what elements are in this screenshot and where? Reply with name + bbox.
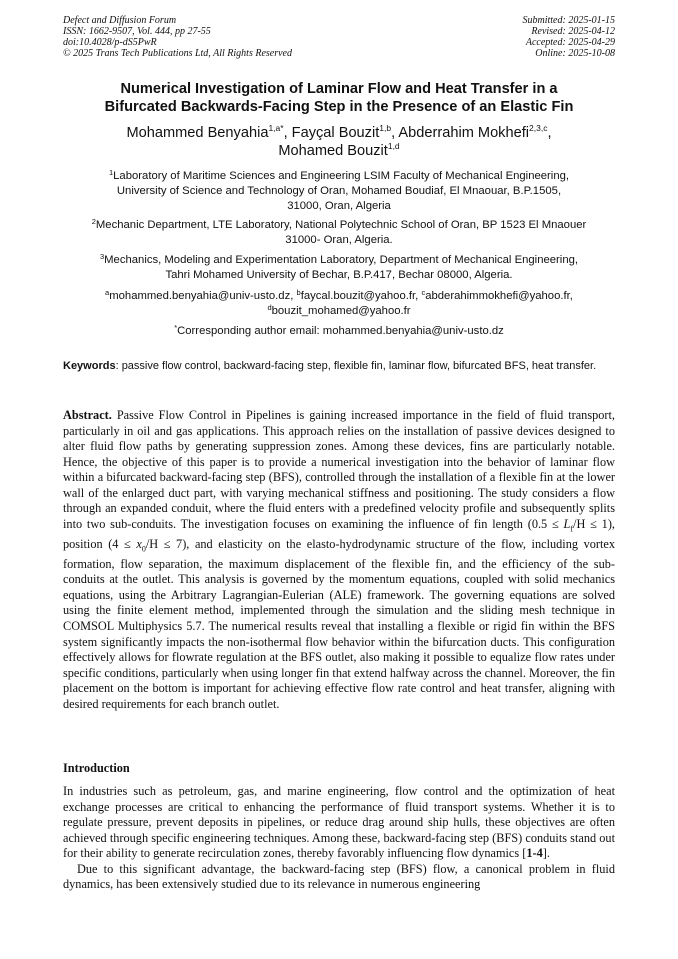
paper-title: [63, 80, 615, 116]
author-superscript: 1,a*: [268, 123, 284, 133]
author-emails: $^a$mohammed.benyahia@univ-usto.dz, $^b$faycal.bouzit@yahoo.fr, $^c$abderahimmokhefi@yahoo.fr, $^d$bouzit_mohamed@yahoo.fr: [105, 288, 573, 317]
submitted-date: Submitted: 2025-01-15: [522, 15, 615, 26]
affiliation-line: Tahri Mohamed University of Bechar, B.P.417, Bechar 08000, Algeria.: [165, 269, 513, 281]
affiliation-number: 3: [99, 252, 105, 261]
keywords-label: Keywords: [63, 360, 116, 372]
citation-link[interactable]: 1-4: [526, 846, 543, 861]
journal-name: Defect and Diffusion Forum: [63, 15, 177, 26]
author-superscript: 2,3,c: [529, 123, 548, 133]
author-list: [63, 124, 615, 160]
title-line-1: Numerical Investigation of Laminar Flow and Heat Transfer in a: [120, 81, 558, 97]
affiliation-line: Laboratory of Maritime Sciences and Engineering LSIM Faculty of Mechanical Engineering,: [113, 170, 570, 182]
affiliation-line: University of Science and Technology of Oran, Mohamed Boudiaf, El Mnaouar, B.P.1505,: [116, 185, 562, 197]
author-name: Fayçal Bouzit: [291, 125, 380, 141]
affiliation-line: 31000, Oran, Algeria: [287, 200, 391, 212]
doi[interactable]: doi:10.4028/p-dS5PwR: [63, 37, 157, 48]
author-separator: ,: [391, 125, 399, 141]
journal-info: [63, 15, 292, 59]
email-link[interactable]: faycal.bouzit@yahoo.fr,: [300, 290, 419, 302]
title-line-2: Bifurcated Backwards-Facing Step in the Presence of an Elastic Fin: [104, 99, 574, 115]
affiliation-number: 1: [108, 168, 114, 177]
paragraph: In industries such as petroleum, gas, and marine engineering, flow control and the optimization of heat exchange processes are critical to enhancing the performance of fluid transport systems. Whether it is to regulate pressure, prevent deposits in pipelines, or reduce drag around ship hulls, these objectives are often achieved through specific engineering techniques. Among these, backward-facing step (BFS) conduits stand out for their ability to generate recirculation zones, thereby favorably influencing flow dynamics [1-4].: [63, 784, 615, 861]
author-name: Mohamed Bouzit: [278, 143, 388, 159]
affiliation-line: Mechanic Department, LTE Laboratory, National Polytechnic School of Oran, BP 1523 El Mnaouer: [95, 219, 587, 231]
section-heading-introduction: Introduction: [63, 761, 130, 775]
author-superscript: 1,b: [379, 123, 392, 133]
authors-line-1: [63, 124, 615, 142]
email-link[interactable]: abderahimmokhefi@yahoo.fr,: [425, 290, 573, 302]
affiliation-2: [63, 218, 615, 248]
corresponding-author: *Corresponding author email: mohammed.benyahia@univ-usto.dz: [174, 323, 504, 337]
revised-date: Revised: 2025-04-12: [531, 26, 615, 37]
affiliation-line: Mechanics, Modeling and Experimentation Laboratory, Department of Mechanical Engineering,: [104, 254, 579, 266]
publication-dates: [523, 15, 616, 59]
copyright: © 2025 Trans Tech Publications Ltd, All Rights Reserved: [63, 48, 292, 59]
issn: ISSN: 1662-9507, Vol. 444, pp 27-55: [63, 26, 211, 37]
keywords: [63, 359, 615, 374]
affiliation-number: 2: [91, 217, 96, 226]
abstract: Abstract. Passive Flow Control in Pipelines is gaining increased importance in the field of fluid transport, particularly in oil and gas applications. This approach relies on the installation of passive devices designed to alter fluid flow paths by generating suppression zones. Among these devices, fins are particularly notable. Hence, the objective of this paper is to provide a numerical investigation into the behavior of laminar flow within a bifurcated backward-facing step (BFS), controlled through the installation of a flexible fin at the lower wall of the enlarged duct part, with varying mechanical stiffness and positioning. The study considers a flow through an expanded conduit, where the fluid enters with a predefined velocity profile and subsequently splits into two sub-conduits. The investigation focuses on examining the influence of fin length $(0.5 \le L_f/H \le 1)$, position $(4 \le x_0/H \le 7)$, and elasticity on the elasto-hydrodynamic structure of the flow, including vortex formation, flow separation, the maximum displacement of the flexible fin, and the efficiency of the sub-conduits at the outlet. This analysis is governed by the momentum equations, coupled with solid mechanics equations, using the Arbitrary Lagrangian-Eulerian (ALE) framework. The governing equations are solved using the finite element method, implemented through the simulation and the sliding mesh technique in COMSOL Multiphysics 5.7. The numerical results reveal that installing a flexible or rigid fin within the BFS system significantly impacts the non-isothermal flow behavior within the bifurcation ducts. This configuration effectively allows for flowrate regulation at the BFS outlet, also making it possible to equalize flow rates under specific conditions, particularly when using longer fin that extend halfway across the channel. Moreover, the fin placement on the bottom is important for achieving effective flow rate control and heat transfer, aligning with desired requirements for each branch outlet.: [63, 408, 616, 711]
paragraph: Due to this significant advantage, the backward-facing step (BFS) flow, a canonical problem in fluid dynamics, has been extensively studied due to its relevance in numerous engineering: [63, 861, 615, 892]
author-name: Abderrahim Mokhefi: [398, 125, 530, 141]
authors-line-2: [63, 142, 615, 160]
email-link[interactable]: bouzit_mohamed@yahoo.fr: [271, 305, 411, 317]
email-link[interactable]: mohammed.benyahia@univ-usto.dz,: [109, 290, 294, 302]
keywords-text: : passive flow control, backward-facing step, flexible fin, laminar flow, bifurcated BFS, heat transfer.: [115, 360, 597, 372]
author-separator: ,: [283, 125, 292, 141]
author-name: Mohammed Benyahia: [126, 125, 269, 141]
affiliation-3: [63, 253, 615, 283]
author-separator: ,: [547, 125, 552, 141]
online-date: Online: 2025-10-08: [535, 48, 615, 59]
abstract-label: Abstract.: [63, 408, 112, 422]
author-superscript: 1,d: [387, 141, 400, 151]
accepted-date: Accepted: 2025-04-29: [525, 37, 615, 48]
corresponding-email[interactable]: Corresponding author email: mohammed.benyahia@univ-usto.dz: [177, 325, 504, 337]
affiliation-line: 31000- Oran, Algeria.: [285, 234, 393, 246]
affiliation-1: [63, 169, 615, 214]
introduction-body: [63, 784, 615, 893]
